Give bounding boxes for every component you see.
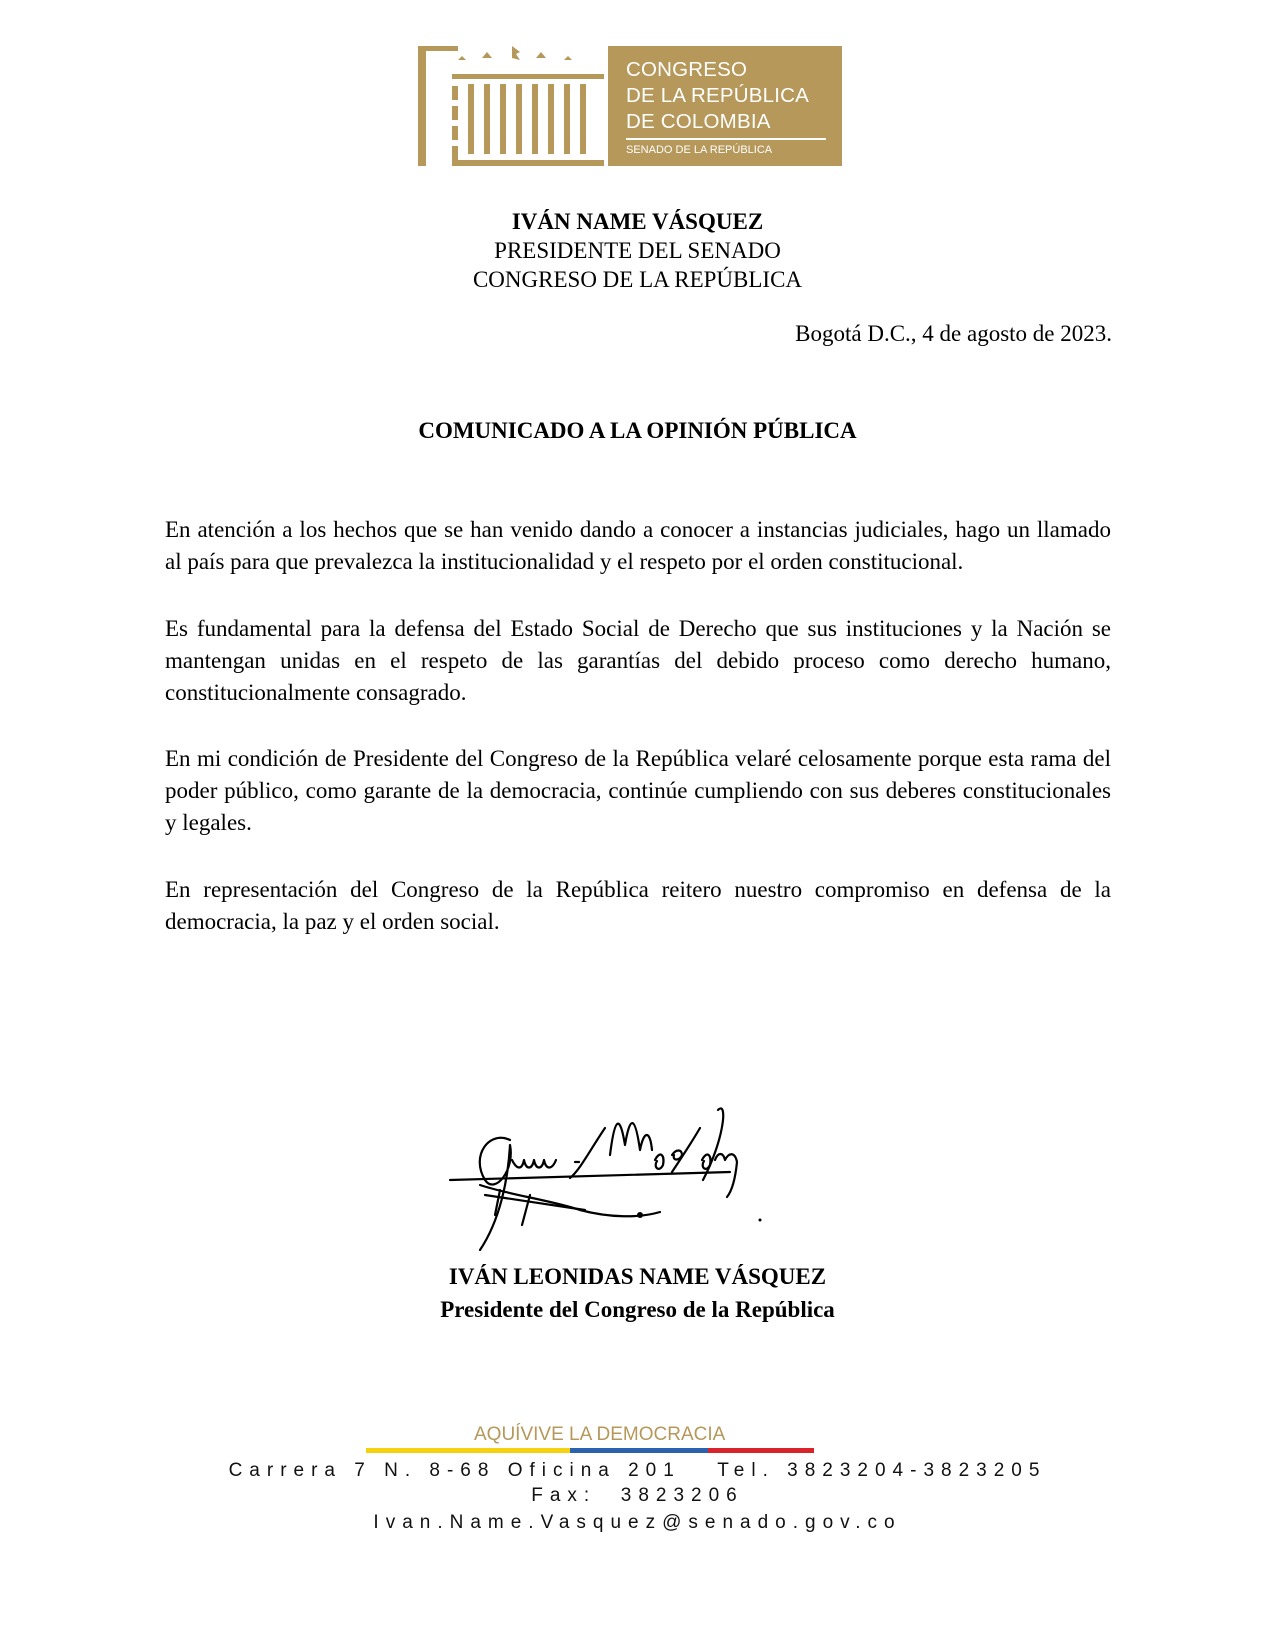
footer-email: Ivan.Name.Vasquez@senado.gov.co bbox=[373, 1512, 902, 1533]
flag-stripe-blue bbox=[570, 1448, 708, 1453]
document-title: COMUNICADO A LA OPINIÓN PÚBLICA bbox=[418, 418, 857, 443]
slogan: AQUÍVIVE LA DEMOCRACIA bbox=[474, 1424, 726, 1445]
header-name: IVÁN NAME VÁSQUEZ bbox=[511, 209, 764, 234]
senate-logo bbox=[418, 44, 842, 168]
logo-divider bbox=[626, 138, 826, 140]
flag-stripe-red bbox=[708, 1448, 814, 1453]
flag-stripe-yellow bbox=[366, 1448, 570, 1453]
paragraph-3: En mi condición de Presidente del Congreso de la República velaré celosamente porque esta rama del poder público, como garante de la democracia, continúe cumpliendo con sus deberes constitucionales y legales. bbox=[165, 746, 1111, 835]
paragraph-4: En representación del Congreso de la República reitero nuestro compromiso en defensa de la democracia, la paz y el orden social. bbox=[165, 877, 1111, 934]
header-role: PRESIDENTE DEL SENADO bbox=[494, 238, 781, 263]
signatory-role: Presidente del Congreso de la República bbox=[440, 1297, 835, 1322]
letterhead bbox=[0, 207, 1275, 294]
logo-subtitle: SENADO DE LA REPÚBLICA bbox=[626, 144, 773, 156]
capitol-emblem-icon bbox=[418, 44, 610, 168]
logo-text-box bbox=[608, 46, 842, 166]
header-institution: CONGRESO DE LA REPÚBLICA bbox=[472, 267, 803, 292]
footer-fax: Fax: 3823206 bbox=[531, 1485, 744, 1506]
handwritten-signature bbox=[440, 1100, 800, 1270]
signatory-name: IVÁN LEONIDAS NAME VÁSQUEZ bbox=[448, 1264, 827, 1289]
paragraph-2: Es fundamental para la defensa del Estado Social de Derecho que sus instituciones y la Nación se mantengan unidas en el respeto de las garantías del debido proceso como derecho humano, constitucionalmente consagrado. bbox=[165, 616, 1111, 705]
document-date: Bogotá D.C., 4 de agosto de 2023. bbox=[795, 321, 1112, 346]
logo-line-2: DE LA REPÚBLICA bbox=[626, 84, 810, 107]
logo-line-1: CONGRESO bbox=[626, 58, 748, 81]
paragraph-1: En atención a los hechos que se han venido dando a conocer a instancias judiciales, hago un llamado al país para que prevalezca la institucionalidad y el respeto por el orden constitucional. bbox=[165, 517, 1111, 574]
footer-address: Carrera 7 N. 8-68 Oficina 201 Tel. 3823204-3823205 bbox=[228, 1460, 1047, 1481]
signatory-block bbox=[0, 1260, 1275, 1326]
logo-line-3: DE COLOMBIA bbox=[626, 110, 771, 133]
